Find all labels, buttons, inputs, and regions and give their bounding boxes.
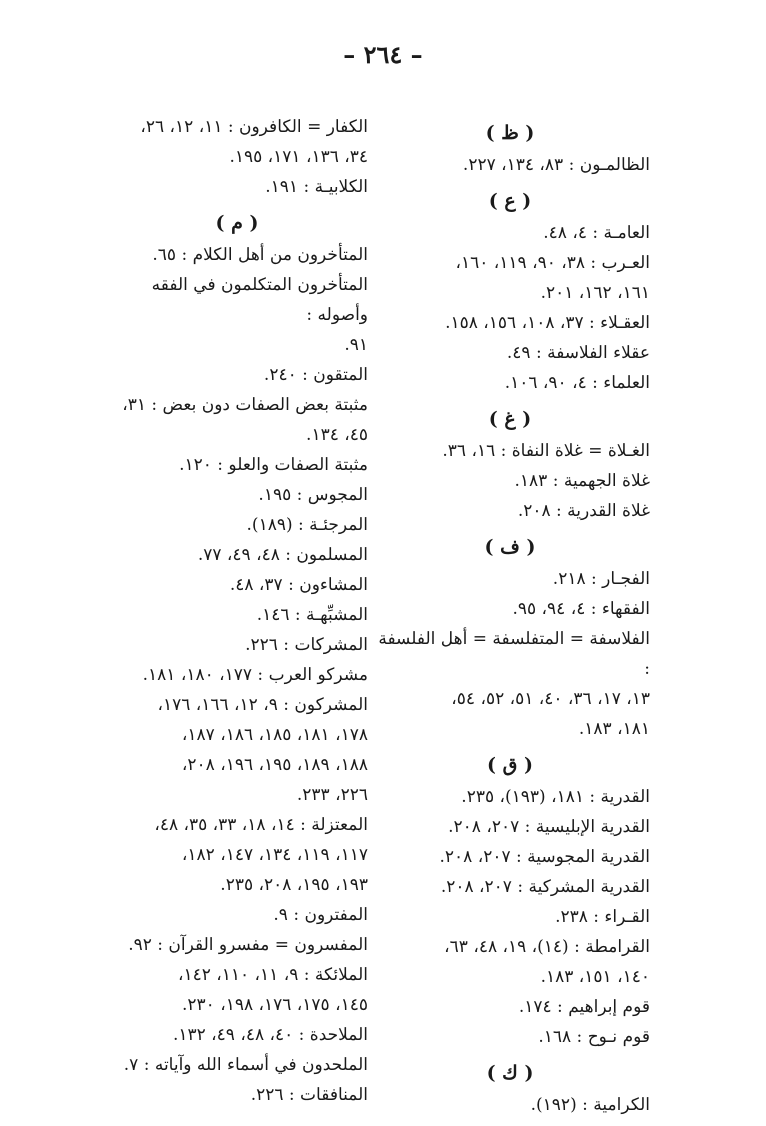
index-entry-line: المفترون : ٩. — [273, 905, 368, 925]
index-entry-line: القـراء : ٢٣٨. — [555, 907, 650, 927]
section-letter-heading: ( ق ) — [487, 754, 533, 776]
index-entry-line: غلاة القدرية : ٢٠٨. — [517, 501, 650, 521]
index-entry-line: ١٨٨، ١٨٩، ١٩٥، ١٩٦، ٢٠٨، — [181, 755, 368, 775]
index-entry-line: عقلاء الفلاسفة : ٤٩. — [506, 343, 650, 363]
index-entry — [370, 466, 650, 496]
index-entry — [106, 540, 368, 570]
index-entry-line: الفلاسفة = المتفلسفة = أهل الفلسفة : — [378, 629, 650, 679]
index-section — [370, 750, 650, 1052]
index-entry-line: القرامطة : (١٤)، ١٩، ٤٨، ٦٣، — [444, 937, 650, 957]
index-entry-line: القدرية المشركية : ٢٠٧، ٢٠٨. — [440, 877, 650, 897]
index-entry-line: المجوس : ١٩٥. — [258, 485, 368, 505]
index-entry — [106, 1050, 368, 1080]
index-entry — [370, 564, 650, 594]
index-entry-line: الكفار = الكافرون : ١١، ١٢، ٢٦، — [140, 117, 368, 137]
index-entry — [370, 842, 650, 872]
index-entry-line: العـرب : ٣٨، ٩٠، ١١٩، ١٦٠، — [455, 253, 650, 273]
index-entry — [106, 690, 368, 810]
index-entry-line: المعتزلة : ١٤، ١٨، ٣٣، ٣٥، ٤٨، — [154, 815, 368, 835]
index-section — [106, 112, 368, 202]
index-entry-line: ١٦١، ١٦٢، ٢٠١. — [540, 283, 650, 303]
index-entry-line: ١٩٣، ١٩٥، ٢٠٨، ٢٣٥. — [220, 875, 368, 895]
index-entry-line: الفقهاء : ٤، ٩٤، ٩٥. — [512, 599, 650, 619]
index-entry — [106, 960, 368, 1020]
index-entry-line: الكرامية : (١٩٢). — [530, 1095, 650, 1115]
index-entry-line: ٤٥، ١٣٤. — [306, 425, 368, 445]
index-entry-line: قوم إبراهيم : ١٧٤. — [518, 997, 650, 1017]
index-section — [370, 404, 650, 526]
index-entry-line: المسلمون : ٤٨، ٤٩، ٧٧. — [197, 545, 368, 565]
index-entry-line: المشبِّهـة : ١٤٦. — [256, 605, 368, 625]
index-entry-line: القدرية المجوسية : ٢٠٧، ٢٠٨. — [439, 847, 650, 867]
section-letter-heading: ( ع ) — [488, 190, 532, 212]
index-entry-line: الغـلاة = غلاة النفاة : ١٦، ٣٦. — [442, 441, 650, 461]
index-entry — [106, 660, 368, 690]
index-section — [370, 532, 650, 744]
index-entry — [370, 1090, 650, 1120]
index-entry — [370, 594, 650, 624]
index-entry-line: الملحدون في أسماء الله وآياته : ٧. — [123, 1055, 368, 1075]
index-entry — [370, 150, 650, 180]
index-entry-line: ٣٤، ١٣٦، ١٧١، ١٩٥. — [229, 147, 368, 167]
index-entry-line: العقـلاء : ٣٧، ١٠٨، ١٥٦، ١٥٨. — [445, 313, 650, 333]
index-entry-line: المتقون : ٢٤٠. — [263, 365, 368, 385]
index-entry — [370, 436, 650, 466]
index-entry-line: الكلابيـة : ١٩١. — [265, 177, 368, 197]
index-entry — [106, 600, 368, 630]
index-entry-line: الملائكة : ٩، ١١، ١١٠، ١٤٢، — [177, 965, 368, 985]
index-entry-line: مثبتة الصفات والعلو : ١٢٠. — [179, 455, 368, 475]
index-entry — [370, 932, 650, 992]
index-entry-line: الظالمـون : ٨٣، ١٣٤، ٢٢٧. — [462, 155, 650, 175]
index-entry-line: مثبتة بعض الصفات دون بعض : ٣١، — [122, 395, 368, 415]
index-entry-line: ١٨١، ١٨٣. — [578, 719, 650, 739]
index-entry — [106, 810, 368, 900]
index-entry — [370, 248, 650, 308]
index-entry-line: الفجـار : ٢١٨. — [552, 569, 650, 589]
index-entry-line: المشركون : ٩، ١٢، ١٦٦، ١٧٦، — [157, 695, 368, 715]
index-entry-line: القدرية الإبليسية : ٢٠٧، ٢٠٨. — [448, 817, 650, 837]
section-letter-heading: ( م ) — [215, 212, 259, 234]
index-entry — [370, 872, 650, 902]
index-entry-line: ١٤٥، ١٧٥، ١٧٦، ١٩٨، ٢٣٠. — [182, 995, 368, 1015]
index-entry-line: المشاءون : ٣٧، ٤٨. — [229, 575, 368, 595]
index-entry-line: القدرية : ١٨١، (١٩٣)، ٢٣٥. — [461, 787, 650, 807]
index-entry-line: العلماء : ٤، ٩٠، ١٠٦. — [504, 373, 650, 393]
index-entry-line: ٩١. — [344, 335, 368, 355]
index-entry-line: العامـة : ٤، ٤٨. — [543, 223, 650, 243]
index-entry-line: قوم نـوح : ١٦٨. — [538, 1027, 650, 1047]
index-entry — [106, 390, 368, 450]
index-entry — [106, 570, 368, 600]
index-entry — [106, 480, 368, 510]
index-entry-line: مشركو العرب : ١٧٧، ١٨٠، ١٨١. — [142, 665, 368, 685]
index-entry — [106, 1020, 368, 1050]
section-letter-heading: ( ظ ) — [485, 122, 535, 144]
index-entry-line: غلاة الجهمية : ١٨٣. — [514, 471, 650, 491]
index-entry-line: ١٧٨، ١٨١، ١٨٥، ١٨٦، ١٨٧، — [181, 725, 368, 745]
index-entry — [370, 308, 650, 338]
index-entry — [106, 1080, 368, 1110]
index-section — [106, 208, 368, 1110]
index-entry-line: ١٣، ١٧، ٣٦، ٤٠، ٥١، ٥٢، ٥٤، — [451, 689, 650, 709]
index-entry — [106, 510, 368, 540]
index-entry — [106, 112, 368, 172]
index-entry-line: المتأخرون المتكلمون في الفقه وأصوله : — [151, 275, 368, 325]
section-letter-heading: ( ف ) — [484, 536, 536, 558]
page-number: – ٢٦٤ – — [343, 40, 423, 69]
index-entry — [370, 902, 650, 932]
index-entry-line: المفسرون = مفسرو القرآن : ٩٢. — [128, 935, 368, 955]
index-entry — [106, 630, 368, 660]
index-entry — [370, 368, 650, 398]
index-section — [370, 186, 650, 398]
index-entry — [370, 992, 650, 1022]
index-entry — [106, 900, 368, 930]
index-entry — [106, 172, 368, 202]
index-entry — [106, 360, 368, 390]
index-entry — [370, 624, 650, 744]
index-entry — [370, 496, 650, 526]
section-letter-heading: ( ك ) — [486, 1062, 534, 1084]
index-entry-line: ٢٢٦، ٢٣٣. — [296, 785, 368, 805]
index-entry — [106, 240, 368, 270]
index-entry — [370, 1022, 650, 1052]
index-column-right — [370, 112, 650, 1126]
index-section — [370, 1058, 650, 1120]
index-entry-line: ١٤٠، ١٥١، ١٨٣. — [540, 967, 650, 987]
index-entry — [370, 812, 650, 842]
index-entry-line: ١١٧، ١١٩، ١٣٤، ١٤٧، ١٨٢، — [181, 845, 368, 865]
index-entry — [106, 270, 368, 360]
index-entry — [370, 782, 650, 812]
index-entry-line: المرجئـة : (١٨٩). — [246, 515, 368, 535]
index-entry-line: الملاحدة : ٤٠، ٤٨، ٤٩، ١٣٢. — [172, 1025, 368, 1045]
index-entry — [106, 450, 368, 480]
index-entry — [370, 338, 650, 368]
index-entry-line: المتأخرون من أهل الكلام : ٦٥. — [152, 245, 368, 265]
index-entry-line: المنافقات : ٢٢٦. — [250, 1085, 368, 1105]
section-letter-heading: ( غ ) — [488, 408, 532, 430]
index-entry-line: المشركات : ٢٢٦. — [245, 635, 368, 655]
index-entry — [106, 930, 368, 960]
index-column-left — [106, 112, 368, 1116]
index-section — [370, 118, 650, 180]
index-entry — [370, 218, 650, 248]
